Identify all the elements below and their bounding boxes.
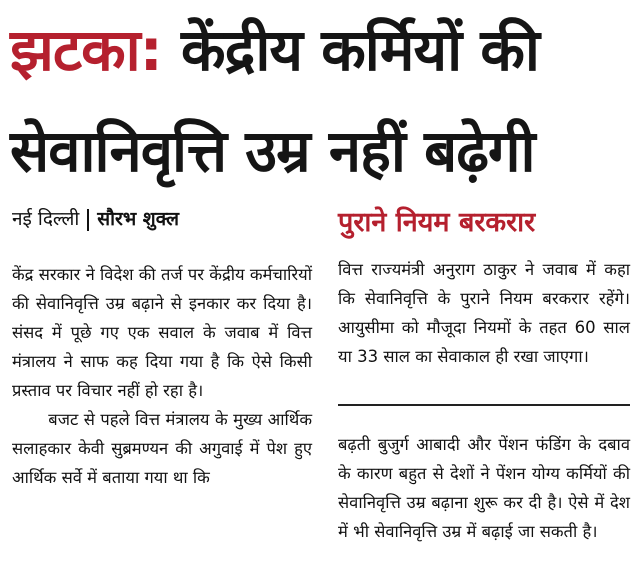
headline-line-1	[10, 16, 539, 84]
byline-author: सौरभ शुक्ल	[97, 208, 179, 230]
left-column	[12, 260, 312, 492]
headline-kicker: झटका:	[10, 16, 162, 84]
right-column-bottom	[338, 430, 630, 546]
dateline-location: नई दिल्ली	[12, 208, 80, 230]
headline-line-1-text: केंद्रीय कर्मियों की	[181, 16, 539, 84]
headline	[10, 4, 630, 197]
headline-line-2: सेवानिवृत्ति उम्र नहीं बढ़ेगी	[10, 117, 535, 185]
left-paragraph-2: बजट से पहले वित्त मंत्रालय के मुख्य आर्थिक सलाहकार केवी सुब्रमण्यन की अगुवाई में पेश हुए आर्थिक सर्वे में बताया गया था कि	[12, 410, 312, 487]
byline-separator	[87, 209, 89, 231]
right-column-top	[338, 255, 630, 371]
column-divider	[338, 404, 630, 406]
left-paragraph-1: केंद्र सरकार ने विदेश की तर्ज पर केंद्रीय कर्मचारियों की सेवानिवृत्ति उम्र बढ़ाने से इनकार कर दिया है। संसद में पूछे गए एक सवाल के जवाब में वित्त मंत्रालय ने साफ कह दिया गया है कि ऐसे किसी प्रस्ताव पर विचार नहीं हो रहा है।	[12, 265, 312, 400]
right-paragraph-2: बढ़ती बुजुर्ग आबादी और पेंशन फंडिंग के दबाव के कारण बहुत से देशों ने पेंशन योग्य कर्मियों की सेवानिवृत्ति उम्र बढ़ाना शुरू कर दी है। ऐसे में देश में भी सेवानिवृत्ति उम्र में बढ़ाई जा सकती है।	[338, 435, 630, 541]
subheading: पुराने नियम बरकरार	[338, 207, 536, 238]
right-paragraph-1: वित्त राज्यमंत्री अनुराग ठाकुर ने जवाब में कहा कि सेवानिवृत्ति के पुराने नियम बरकरार रहेंगे। आयुसीमा को मौजूदा नियमों के तहत 60 साल या 33 साल का सेवाकाल ही रखा जाएगा।	[338, 260, 630, 366]
byline	[12, 205, 322, 231]
